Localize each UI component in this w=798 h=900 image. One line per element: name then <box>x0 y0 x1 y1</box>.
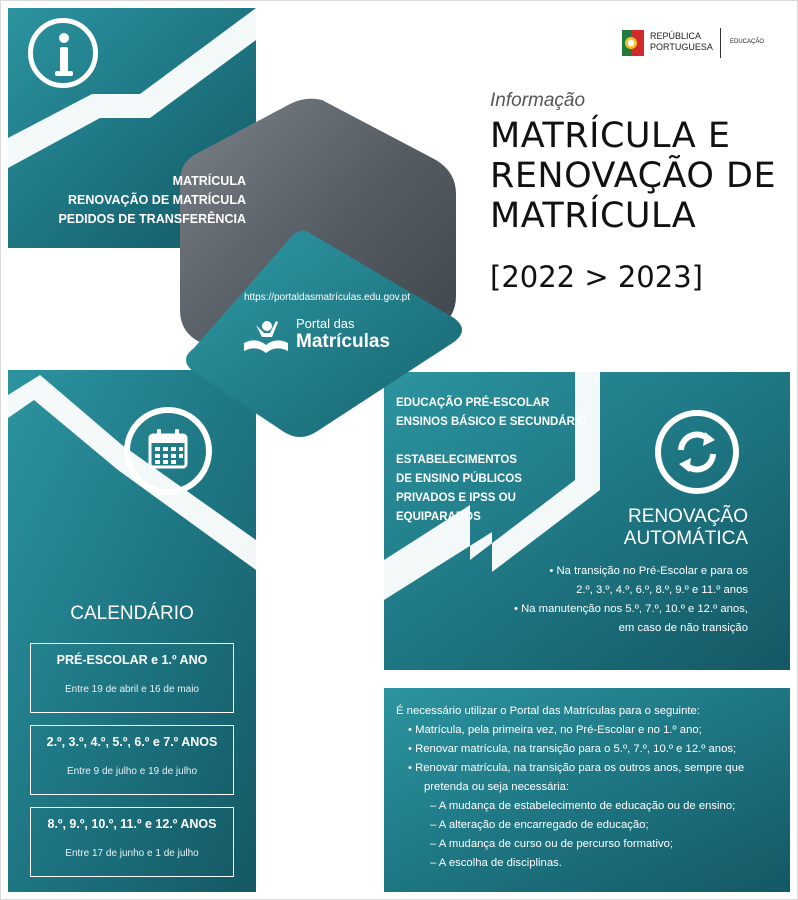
scope-line4: DE ENSINO PÚBLICOS <box>396 473 522 485</box>
calendar-icon <box>124 407 212 495</box>
scope-line1: EDUCAÇÃO PRÉ-ESCOLAR <box>396 397 550 409</box>
note-sub4: – A escolha de disciplinas. <box>430 857 562 869</box>
note-block <box>396 702 780 873</box>
renovacao-block <box>480 506 748 638</box>
note-sub3: – A mudança de curso ou de percurso formativo; <box>430 838 674 850</box>
portal-name-small: Portal das <box>296 316 355 331</box>
flag-emblem-icon <box>622 30 644 56</box>
renovacao-title2: AUTOMÁTICA <box>623 528 748 549</box>
calendario-title: CALENDÁRIO <box>70 603 194 624</box>
republica-logo <box>622 28 782 60</box>
graduate-book-icon <box>242 319 290 355</box>
renovacao-b2-line1: • Na manutenção nos 5.º, 7.º, 10.º e 12.º anos, <box>514 603 748 615</box>
title-line3: MATRÍCULA <box>490 196 697 236</box>
period-dates: Entre 19 de abril e 16 de maio <box>65 684 199 695</box>
portal-block[interactable] <box>212 292 442 359</box>
period-dates: Entre 17 de junho e 1 de julho <box>65 848 199 859</box>
note-line3a: • Renovar matrícula, na transição para os outros anos, sempre que <box>408 762 745 774</box>
top-panel-line2: RENOVAÇÃO DE MATRÍCULA <box>67 193 246 207</box>
period-title: 8.º, 9.º, 10.º, 11.º e 12.º ANOS <box>47 817 217 831</box>
title-kicker: Informação <box>490 90 586 111</box>
refresh-icon <box>655 410 739 494</box>
scope-line5: PRIVADOS E IPSS OU <box>396 492 516 504</box>
top-panel-text <box>20 172 246 229</box>
renovacao-b1-line2: 2.º, 3.º, 4.º, 6.º, 8.º, 9.º e 11.º anos <box>576 584 748 596</box>
renovacao-b1-line1: • Na transição no Pré-Escolar e para os <box>549 565 748 577</box>
top-panel-line1: MATRÍCULA <box>172 174 246 188</box>
note-sub1: – A mudança de estabelecimento de educação ou de ensino; <box>430 800 736 812</box>
title-line2: RENOVAÇÃO DE <box>490 156 777 196</box>
period-card-8-12 <box>30 807 234 877</box>
note-intro: É necessário utilizar o Portal das Matrículas para o seguinte: <box>396 705 700 717</box>
period-card-pre-escolar <box>30 643 234 713</box>
period-dates: Entre 9 de julho e 19 de julho <box>66 766 198 777</box>
portal-name-big: Matrículas <box>296 331 390 352</box>
note-line3b: pretenda ou seja necessária: <box>424 781 570 793</box>
title-years: [2022 > 2023] <box>490 260 703 294</box>
period-title: PRÉ-ESCOLAR e 1.º ANO <box>56 653 208 667</box>
period-title: 2.º, 3.º, 4.º, 5.º, 6.º e 7.º ANOS <box>46 735 218 749</box>
top-panel-line3: PEDIDOS DE TRANSFERÊNCIA <box>58 212 246 226</box>
note-sub2: – A alteração de encarregado de educação; <box>430 819 649 831</box>
portal-url[interactable]: https://portaldasmatrículas.edu.gov.pt <box>243 292 410 303</box>
logo-area: EDUCAÇÃO <box>730 39 765 45</box>
renovacao-title1: RENOVAÇÃO <box>627 506 748 527</box>
info-icon <box>28 18 98 88</box>
title-block <box>490 90 780 294</box>
renovacao-b2-line2: em caso de não transição <box>618 622 748 634</box>
period-card-2-7 <box>30 725 234 795</box>
logo-line1: REPÚBLICA <box>650 31 702 41</box>
note-line2: • Renovar matrícula, na transição para o 5.º, 7.º, 10.º e 12.º anos; <box>408 743 737 755</box>
scope-line3: ESTABELECIMENTOS <box>396 454 517 466</box>
note-line1: • Matrícula, pela primeira vez, no Pré-Escolar e no 1.º ano; <box>408 724 702 736</box>
scope-line6: EQUIPARADOS <box>396 511 481 523</box>
title-line1: MATRÍCULA E <box>490 116 731 156</box>
logo-line2: PORTUGUESA <box>650 42 713 52</box>
scope-line2: ENSINOS BÁSICO E SECUNDÁRIO <box>396 416 588 428</box>
